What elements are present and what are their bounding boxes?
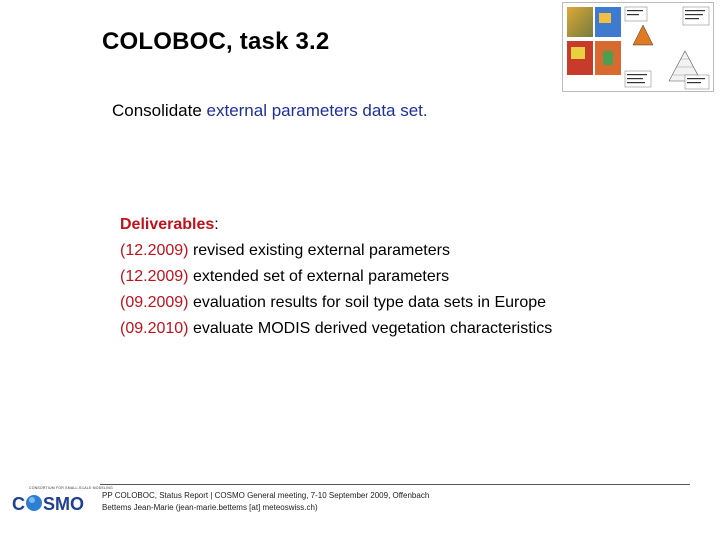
subtitle: [112, 101, 428, 121]
deliverable-text: extended set of external parameters: [188, 268, 450, 285]
deliverables-heading: [120, 212, 552, 238]
footer-line-1: PP COLOBOC, Status Report | COSMO General meeting, 7-10 September 2009, Offenbach: [102, 491, 430, 500]
deliverable-date: (09.2009): [120, 294, 189, 311]
deliverable-date: (12.2009): [120, 268, 189, 285]
thumbnail-image: [563, 3, 713, 91]
footer: [102, 490, 429, 514]
footer-divider: [100, 484, 690, 485]
deliverable-item: [120, 264, 552, 290]
deliverables-list: [120, 212, 552, 342]
thumbnail-panel: [562, 2, 714, 92]
logo-smo: SMO: [43, 494, 85, 514]
deliverable-item: [120, 316, 552, 342]
logo-c: C: [12, 494, 25, 514]
deliverable-item: [120, 290, 552, 316]
subtitle-highlight: external parameters data set.: [206, 101, 428, 120]
deliverables-header: Deliverables: [120, 216, 215, 233]
deliverable-text: evaluate MODIS derived vegetation characteristics: [188, 320, 553, 337]
subtitle-prefix: Consolidate: [112, 101, 207, 120]
slide-title: COLOBOC, task 3.2: [102, 28, 330, 55]
logo-tagline: CONSORTIUM FOR SMALL-SCALE MODELING: [29, 486, 113, 490]
deliverable-date: (12.2009): [120, 242, 189, 259]
footer-line-2: Bettems Jean-Marie (jean-marie.bettems [at] meteoswiss.ch): [102, 503, 318, 512]
deliverables-colon: :: [214, 216, 219, 233]
deliverable-item: [120, 238, 552, 264]
deliverable-date: (09.2010): [120, 320, 189, 337]
deliverable-text: revised existing external parameters: [188, 242, 450, 259]
deliverable-text: evaluation results for soil type data sets in Europe: [188, 294, 547, 311]
